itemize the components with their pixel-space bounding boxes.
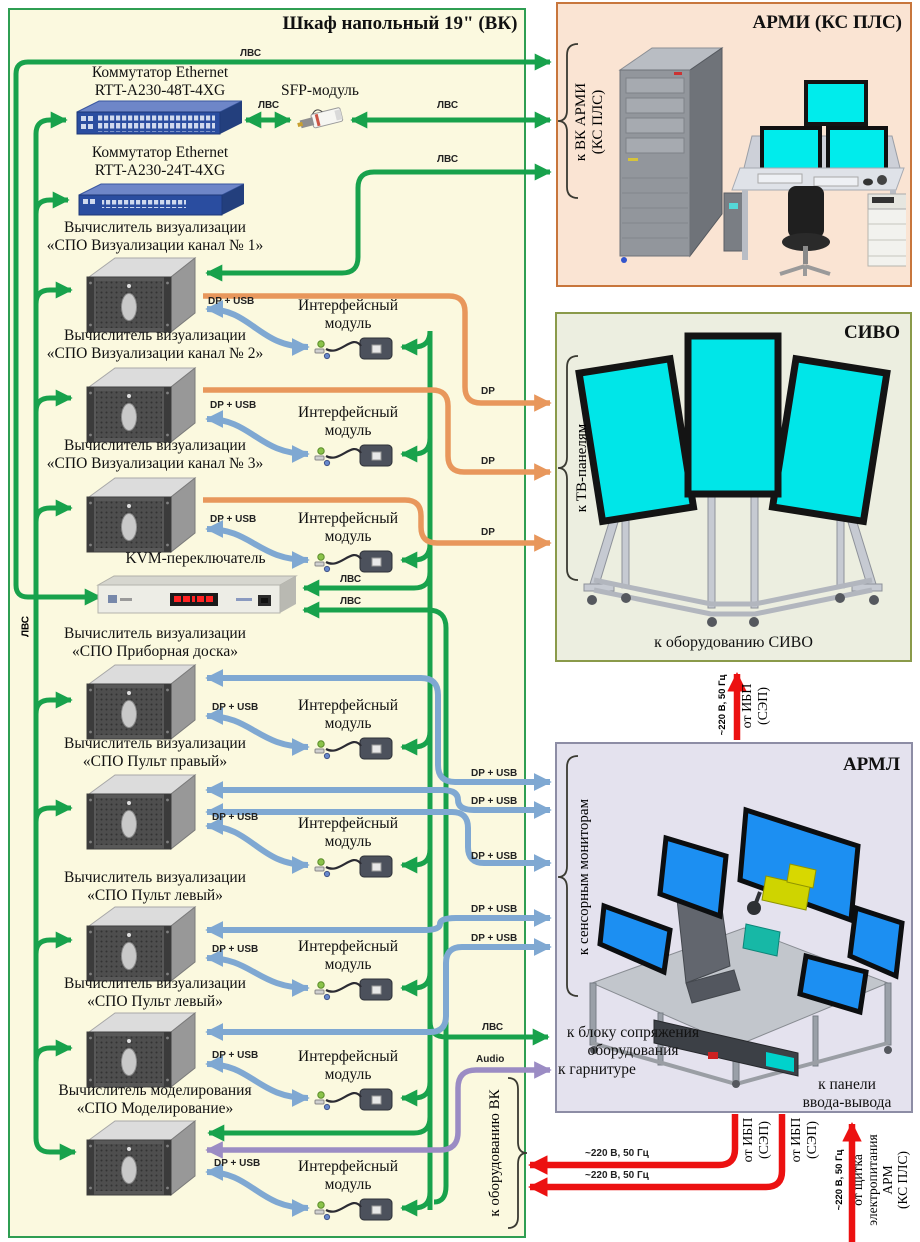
wire-label-power-sivo: ~220 В, 50 Гц [717, 674, 728, 736]
interface-module-3-image [312, 544, 396, 576]
sivo-brace-label: к ТВ-панелям [574, 423, 590, 513]
armi-workstation-illustration [562, 18, 906, 280]
wire-label-dp-usb: DP + USB [471, 768, 518, 779]
interface-module-7-label: Интерфейсный модуль [298, 1048, 398, 1083]
wire-label-dp-usb: DP + USB [210, 400, 257, 411]
wire-label-dp-usb: DP + USB [212, 702, 259, 713]
wire-label-audio: Audio [476, 1054, 505, 1065]
kvm-switch-image [96, 574, 298, 614]
sfp-label: SFP-модуль [281, 82, 359, 99]
interface-module-5-label: Интерфейсный модуль [298, 815, 398, 850]
computer-5-label: Вычислитель визуализации «СПО Пульт правый» [64, 735, 246, 770]
wire-label-lvs: ЛВС [340, 596, 362, 607]
arml-io-label: к панели ввода-вывода [802, 1076, 892, 1111]
computer-6-label: Вычислитель визуализации «СПО Пульт левый» [64, 869, 246, 904]
switch-24-label: Коммутатор Ethernet RTT-A230-24T-4XG [91, 144, 229, 179]
arml-block-label: к блоку сопряжения оборудования [566, 1024, 700, 1059]
computer-1-label: Вычислитель визуализации «СПО Визуализации канал № 1» [46, 219, 264, 254]
computer-3-label: Вычислитель визуализации «СПО Визуализации канал № 3» [46, 437, 264, 472]
kvm-label: KVM-переключатель [125, 550, 266, 567]
wire-label-dp-usb: DP + USB [210, 514, 257, 525]
wire-label-dp-usb: DP + USB [212, 1050, 259, 1061]
interface-module-8-image [312, 1192, 396, 1224]
armi-brace-label: к ВК АРМИ (КС ПЛС) [573, 82, 606, 162]
switch-48-label: Коммутатор Ethernet RTT-A230-48T-4XG [91, 64, 229, 99]
wire-label-dp: DP [481, 456, 495, 467]
computer-7-image [79, 1010, 203, 1088]
ups-label-arml-1: от ИБП (СЭП) [741, 1117, 772, 1163]
wire-label-dp-usb: DP + USB [471, 933, 518, 944]
wire-label-dp-usb: DP + USB [214, 1158, 261, 1169]
mains-source-label: от щитка электропитания АРМ (КС ПЛС) [850, 1134, 911, 1226]
arml-title: АРМЛ [842, 754, 900, 775]
wire-label-dp: DP [481, 386, 495, 397]
interface-module-5-image [312, 849, 396, 881]
sivo-bottom-label: к оборудованию СИВО [654, 634, 813, 651]
interface-module-1-image [312, 331, 396, 363]
wire-label-dp: DP [481, 527, 495, 538]
computer-8-image [79, 1118, 203, 1196]
interface-module-6-label: Интерфейсный модуль [298, 938, 398, 973]
computer-8-label: Вычислитель моделирования «СПО Моделирование» [58, 1082, 252, 1117]
wire-label-lvs: ЛВС [240, 48, 262, 59]
armi-title: АРМИ (КС ПЛС) [752, 12, 902, 33]
sivo-title: СИВО [844, 322, 900, 343]
arml-brace-label: к сенсорным мониторам [576, 798, 592, 956]
ups-label-sivo: от ИБП (СЭП) [740, 683, 771, 729]
interface-module-7-image [312, 1082, 396, 1114]
wire-label-power: ~220 В, 50 Гц [585, 1148, 649, 1159]
computer-5-image [79, 772, 203, 850]
cabinet-title: Шкаф напольный 19" (ВК) [282, 13, 518, 34]
computer-4-label: Вычислитель визуализации «СПО Приборная доска» [64, 625, 246, 660]
wire-label-dp-usb: DP + USB [212, 944, 259, 955]
arml-headset-label: к гарнитуре [558, 1061, 636, 1078]
computer-7-label: Вычислитель визуализации «СПО Пульт левый» [64, 975, 246, 1010]
wire-label-power: ~220 В, 50 Гц [585, 1170, 649, 1181]
ups-label-arml-2: от ИБП (СЭП) [789, 1117, 820, 1163]
wire-label-lvs: ЛВС [258, 100, 280, 111]
wire-label-dp-usb: DP + USB [212, 812, 259, 823]
wire-label-dp-usb: DP + USB [471, 851, 518, 862]
wire-label-lvs: ЛВС [437, 154, 459, 165]
interface-module-4-image [312, 731, 396, 763]
wire-label-power-mains: ~220 В, 50 Гц [834, 1149, 845, 1211]
computer-2-image [79, 365, 203, 443]
wire-label-lvs: ЛВС [482, 1022, 504, 1033]
wire-label-lvs: ЛВС [437, 100, 459, 111]
ethernet-switch-48-image [74, 99, 242, 136]
wire-label-lvs: ЛВС [340, 574, 362, 585]
interface-module-2-image [312, 438, 396, 470]
interface-module-6-image [312, 972, 396, 1004]
vk-brace-label: к оборудованию ВК [487, 1089, 503, 1217]
wire-label-dp-usb: DP + USB [471, 796, 518, 807]
wire-label-dp-usb: DP + USB [471, 904, 518, 915]
interface-module-4-label: Интерфейсный модуль [298, 697, 398, 732]
computer-6-image [79, 904, 203, 982]
sivo-tv-panels-illustration [560, 322, 906, 634]
wire-label-lvs-trunk: ЛВС [20, 615, 32, 638]
interface-module-8-label: Интерфейсный модуль [298, 1158, 398, 1193]
ethernet-switch-24-image [76, 183, 244, 216]
interface-module-2-label: Интерфейсный модуль [298, 404, 398, 439]
computer-3-image [79, 475, 203, 553]
computer-4-image [79, 662, 203, 740]
sfp-module-image [296, 100, 348, 138]
wire-label-dp-usb: DP + USB [208, 296, 255, 307]
interface-module-3-label: Интерфейсный модуль [298, 510, 398, 545]
interface-module-1-label: Интерфейсный модуль [298, 297, 398, 332]
computer-1-image [79, 255, 203, 333]
computer-2-label: Вычислитель визуализации «СПО Визуализации канал № 2» [46, 327, 264, 362]
